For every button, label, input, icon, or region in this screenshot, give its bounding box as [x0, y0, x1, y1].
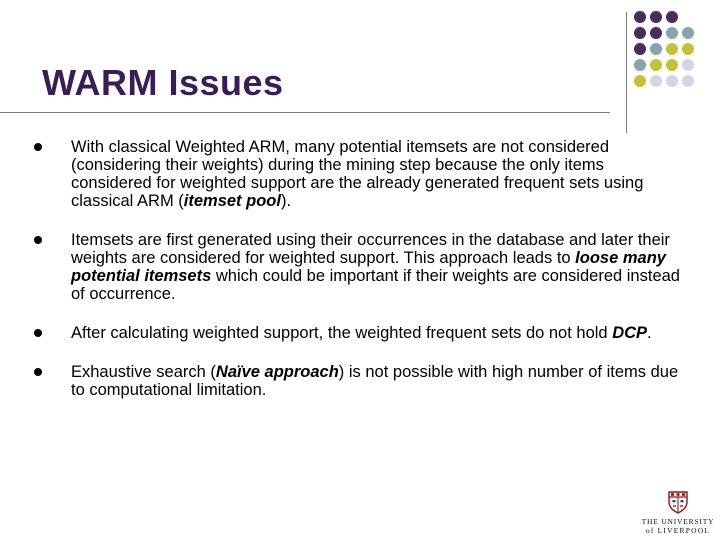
bullet-dot-icon [34, 329, 42, 337]
emphasized-text: DCP [612, 324, 648, 342]
university-logo [640, 490, 716, 540]
decorative-dot [666, 43, 678, 55]
university-crest-icon [666, 490, 690, 514]
bullet-item [34, 363, 684, 399]
decorative-dot [650, 59, 662, 71]
bullet-item [34, 324, 684, 342]
decorative-dot [666, 11, 678, 23]
decorative-dot [682, 75, 694, 87]
bullet-text: With classical Weighted ARM, many potential itemsets are not considered (considering their weights) during the mining step because the only items considered for weighted support are the already generated frequent sets using classical ARM ( [71, 138, 644, 210]
logo-text-liverpool: of LIVERPOOL [645, 526, 711, 535]
decorative-dot [634, 75, 646, 87]
bullet-text: ). [280, 192, 292, 210]
bullet-text: Itemsets are first generated using their occurrences in the database and later their weights are considered for weighted support. This approach leads to [71, 231, 670, 267]
decorative-dot [682, 59, 694, 71]
vertical-divider [626, 12, 627, 133]
decorative-dot [634, 27, 646, 39]
decorative-dot [634, 11, 646, 23]
emphasized-text: Naïve approach [215, 363, 339, 381]
emphasized-text: loose many potential itemsets [71, 249, 666, 285]
logo-text-university: THE UNIVERSITY [641, 517, 715, 526]
decorative-dot [682, 27, 694, 39]
bullet-dot-icon [34, 368, 42, 376]
decorative-dot [682, 43, 694, 55]
title-underline [0, 112, 610, 113]
bullet-text: ) is not possible with high number of items due to computational limitation. [71, 363, 679, 399]
bullet-text: After calculating weighted support, the weighted frequent sets do not hold [71, 324, 613, 342]
emphasized-text: itemset pool [183, 192, 281, 210]
decorative-dot [650, 27, 662, 39]
decorative-dot [666, 27, 678, 39]
slide-title: WARM Issues [42, 62, 284, 103]
decorative-dot [666, 75, 678, 87]
bullet-text: which could be important if their weights are considered instead of occurrence. [71, 267, 680, 303]
bullet-list [34, 138, 684, 399]
bullet-dot-icon [34, 236, 42, 244]
bullet-dot-icon [34, 143, 42, 151]
decorative-dot [650, 11, 662, 23]
decorative-dot [634, 59, 646, 71]
bullet-item [34, 231, 684, 303]
decorative-dot [666, 59, 678, 71]
decorative-dot [650, 43, 662, 55]
decorative-dot [634, 43, 646, 55]
decorative-dot [650, 75, 662, 87]
bullet-item [34, 138, 684, 210]
bullet-text: . [647, 324, 652, 342]
bullet-text: Exhaustive search ( [71, 363, 216, 381]
